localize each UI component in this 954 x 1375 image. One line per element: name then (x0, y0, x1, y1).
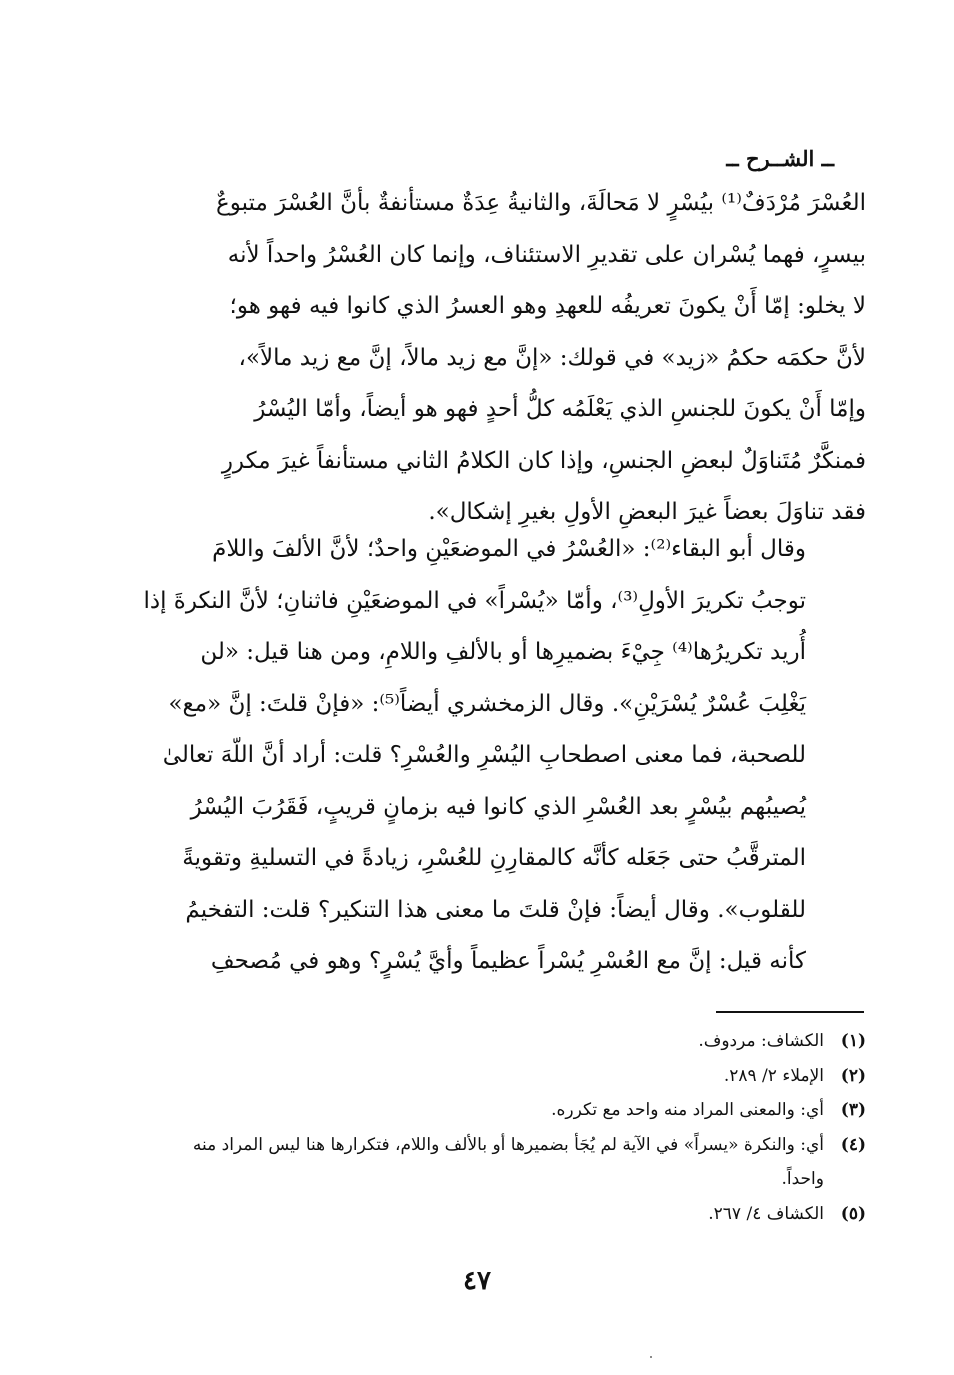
footnote-number: (٥) (840, 1203, 866, 1224)
text-line: وقال أبو البقاء⁽²⁾: «العُسْرُ في الموضعَيْنِ واحدٌ؛ لأنَّ الألفَ واللامَ (212, 536, 806, 562)
footnote-item (166, 1024, 866, 1059)
text-line: لأنَّ حكمَه حكمُ «زيد» في قولك: «إنَّ مع زيد مالاً، إنَّ مع زيد مالاً»، (238, 344, 866, 371)
text-line: توجبُ تكريرَ الأولِ⁽³⁾، وأمّا «يُسْراً» في الموضعَيْنِ فاثنانِ؛ لأنَّ النكرةَ إذا (143, 587, 806, 614)
scan-speck (650, 1356, 652, 1358)
text-line: للصحبة، فما معنى اصطحابِ اليُسْرِ والعُسْرِ؟ قلت: أراد أنَّ اللّهَ تعالىٰ (162, 742, 806, 768)
footnote-text: أي: والنكرة «يسراً» في الآية لم يُجَأ بضميرها أو بالألف واللام، فتكرارها هنا ليس المراد منه واحداً. (192, 1134, 824, 1189)
text-line: فقد تناوَلَ بعضاً غيرَ البعضِ الأولِ بغيرِ إشكال». (428, 499, 866, 525)
text-line: العُسْرَ مُرْدَفٌ⁽¹⁾ بيُسْرٍ لا مَحالَةَ، والثانيةُ عِدَةٌ مستأنفةٌ بأنَّ العُسْرَ متبوعٌ (216, 190, 866, 216)
footnote-item (166, 1128, 866, 1197)
text-line: كأنه قيل: إنَّ مع العُسْرِ يُسْراً عظيماً وأيَّ يُسْرٍ؟ وهو في مُصحفِ (210, 948, 806, 974)
footnote-number: (٢) (840, 1065, 866, 1086)
footnote-text: الإملاء ٢/ ٢٨٩. (723, 1065, 824, 1086)
text-line: يُصيبُهم بيُسْرٍ بعد العُسْرِ الذي كانوا فيه بزمانٍ قريبٍ، فَقَرُبَ اليُسْرُ (190, 793, 806, 820)
footnote-number: (١) (840, 1031, 866, 1051)
footnotes (166, 1024, 866, 1231)
footnote-text: الكشاف ٤/ ٢٦٧. (708, 1203, 824, 1224)
footnote-text: الكشاف: مردوف. (698, 1031, 824, 1051)
text-line: وإمّا أَنْ يكونَ للجنسِ الذي يَعْلَمُه كلُّ أحدٍ فهو هو أيضاً، وأمّا اليُسْرُ (254, 396, 866, 422)
footnote-item (166, 1093, 866, 1128)
footnote-text: أي: والمعنى المراد منه واحد مع تكرره. (551, 1100, 824, 1120)
text-line: أُريد تكريرُها⁽⁴⁾ جِيْءَ بضميرِها أو بالألفِ واللامِ، ومن هنا قيل: «لن (200, 639, 806, 665)
text-line: لا يخلو: إمّا أَنْ يكونَ تعريفُه للعهدِ وهو العسرُ الذي كانوا فيه فهو هو؛ (229, 293, 866, 319)
section-title: ــ الشــرح ــ (726, 146, 834, 171)
page-number: ٤٧ (463, 1266, 491, 1296)
commentary-paragraph-1 (86, 178, 866, 539)
text-line: يَغْلِبَ عُسْرٌ يُسْرَيْنِ». وقال الزمخشري أيضاً⁽⁵⁾: «فإنْ قلتَ: إنَّ «مع» (168, 690, 806, 717)
text-line: المترقَّبُ حتى جَعَله كأنَّه كالمقارِنِ للعُسْرِ، زيادةً في التسليةِ وتقويةً (182, 845, 806, 871)
text-line: بيسرٍ، فهما يُسْران على تقديرِ الاستئناف، وإنما كان العُسْرُ واحداً لأنه (227, 241, 866, 268)
text-line: للقلوب». وقال أيضاً: فإنْ قلتَ ما معنى هذا التنكير؟ قلت: التفخيمُ (185, 896, 806, 923)
footnote-separator (716, 1011, 864, 1013)
footnote-number: (٣) (840, 1100, 866, 1120)
commentary-paragraph-2 (86, 524, 866, 988)
text-line: فمنكَّرٌ مُتَناوَلٌ لبعضِ الجنسِ، وإذا كان الكلامُ الثاني مستأنفاً غيرَ مكررٍ (221, 447, 866, 474)
footnote-item (166, 1197, 866, 1232)
footnote-number: (٤) (840, 1134, 866, 1155)
footnote-item (166, 1059, 866, 1094)
